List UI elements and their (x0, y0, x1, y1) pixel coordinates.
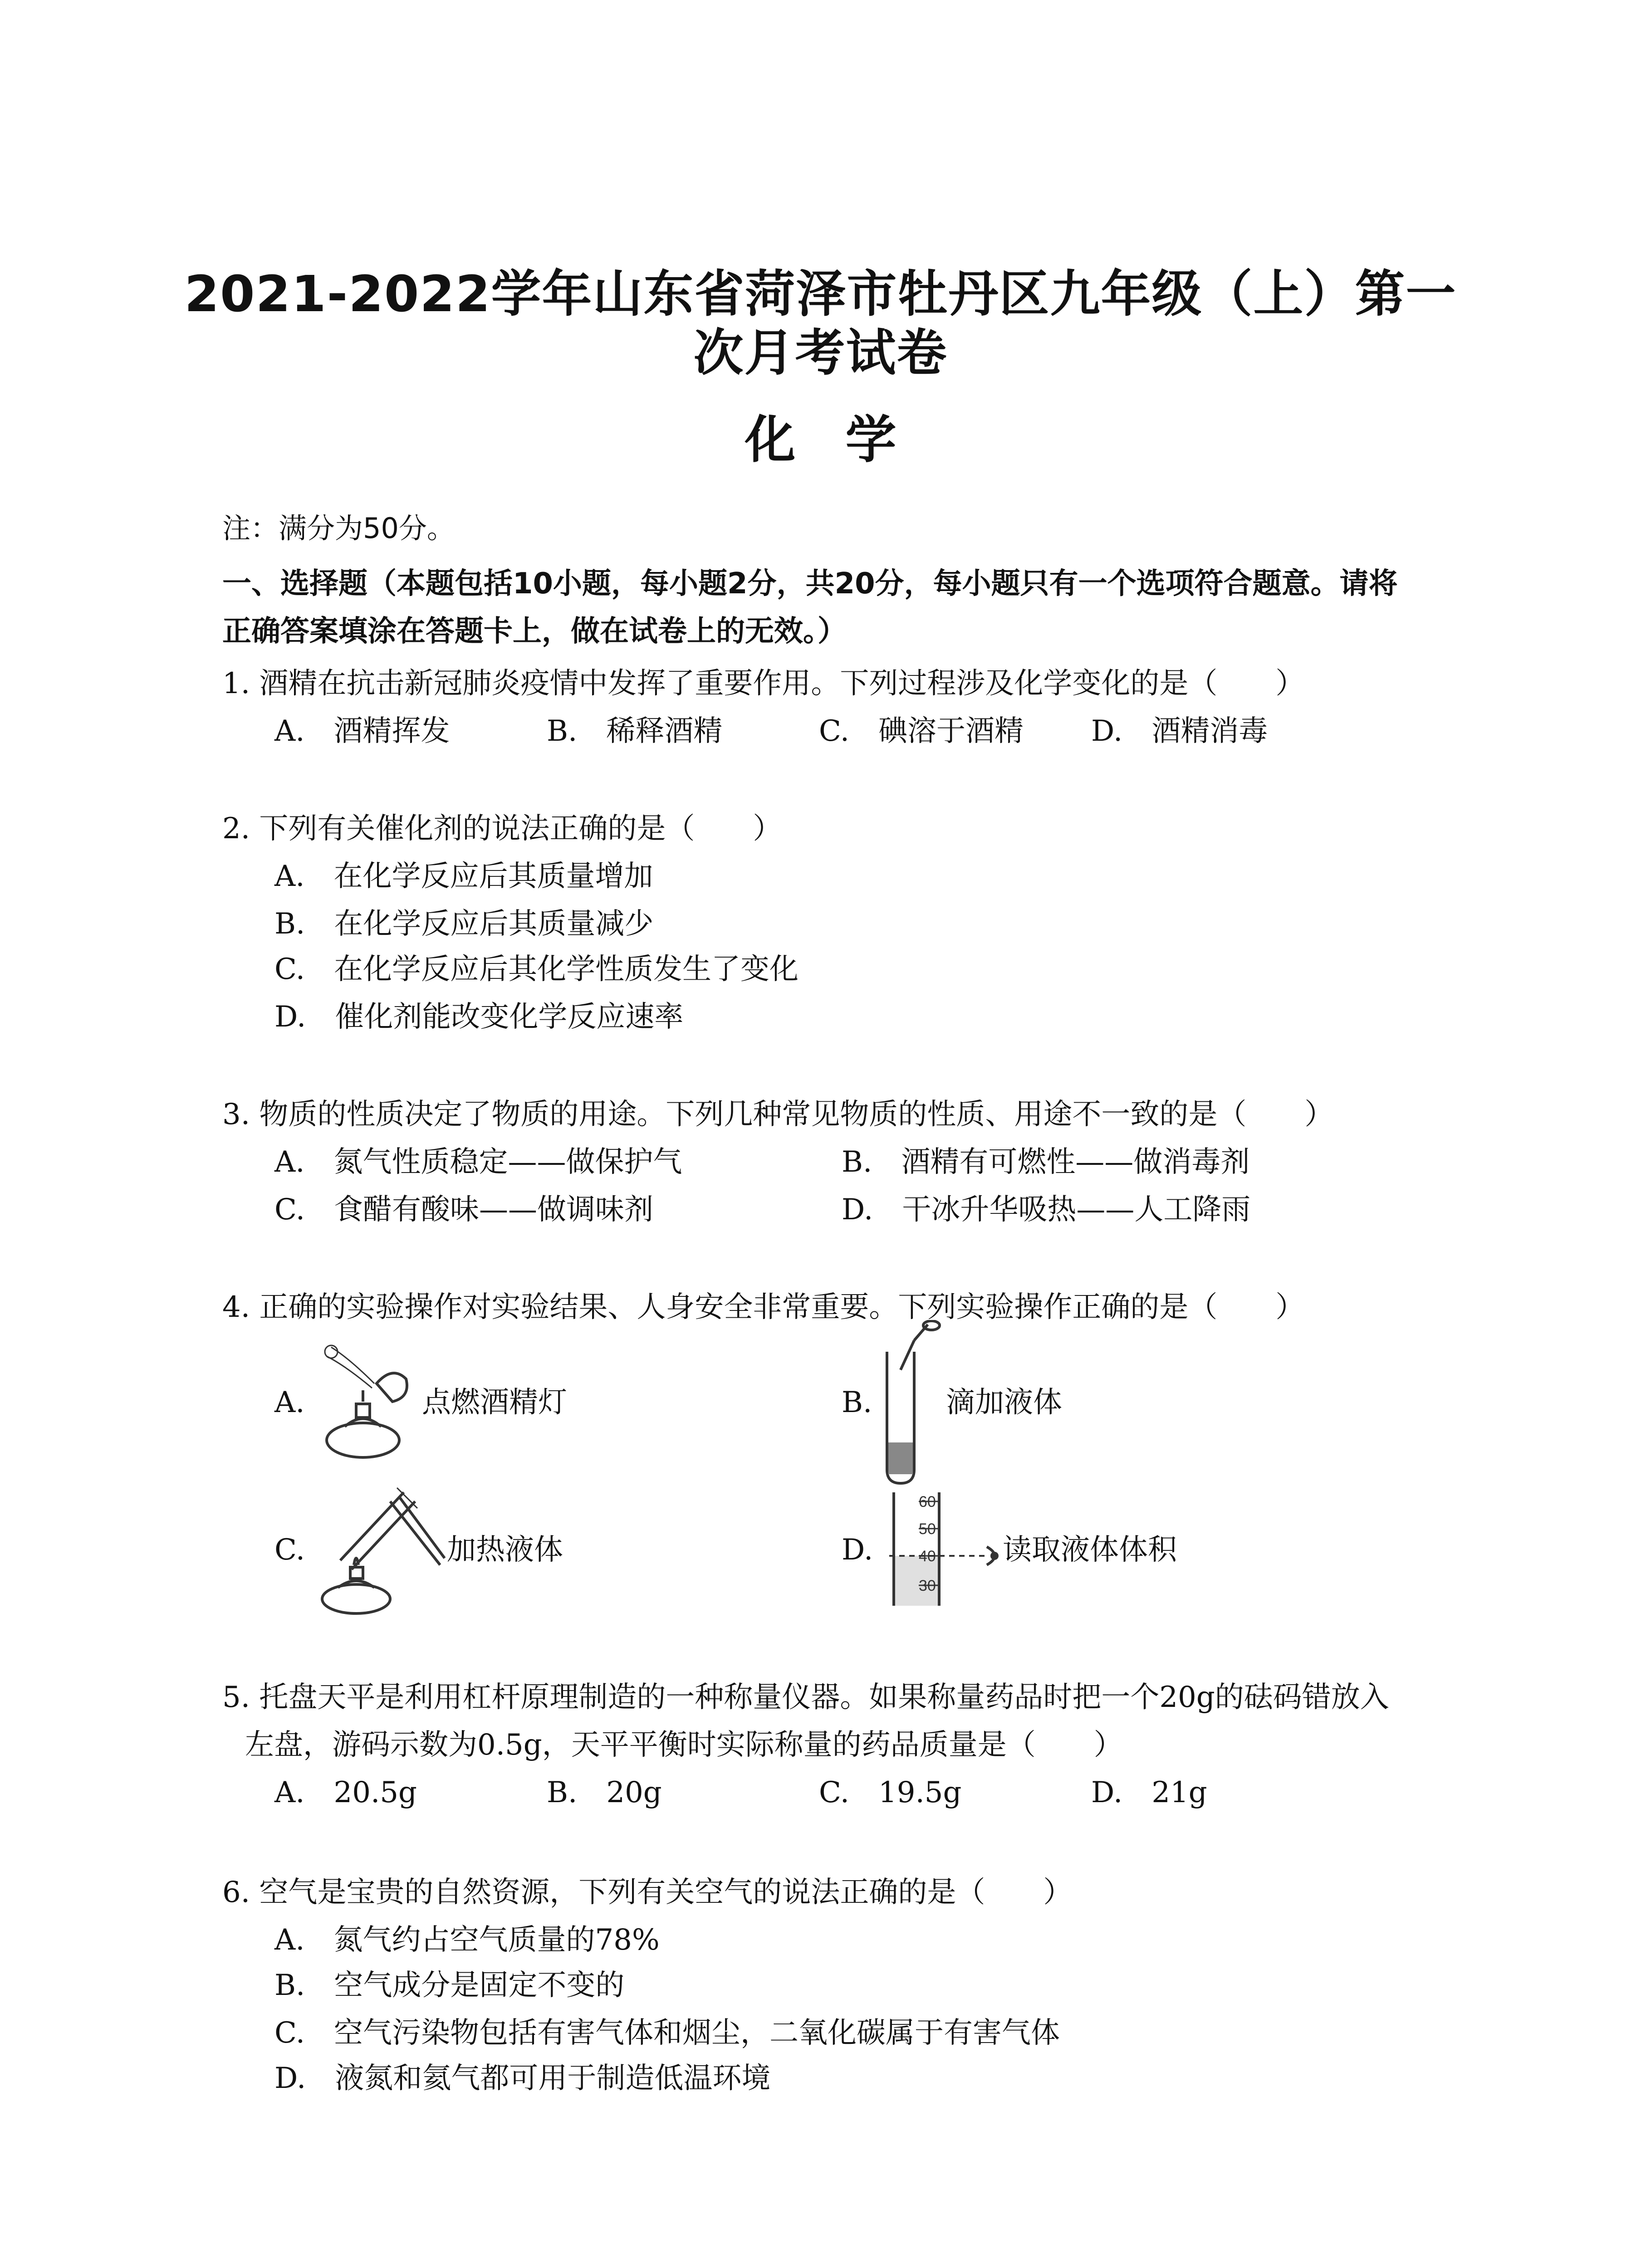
question-4-option-a-label: 点燃酒精灯 (422, 1386, 567, 1419)
question-5-stem-line1: 5. 托盘天平是利用杠杆原理制造的一种称量仪器。如果称量药品时把一个20g的砝码错放入 (222, 1681, 1389, 1714)
question-3-option-a: A. 氮气性质稳定——做保护气 (274, 1145, 682, 1179)
subject-title: 化学 (745, 411, 946, 469)
question-3-stem: 3. 物质的性质决定了物质的用途。下列几种常见物质的性质、用途不一致的是（ ） (222, 1098, 1334, 1131)
question-1-option-d: D. 酒精消毒 (1091, 714, 1268, 748)
question-6-option-d: D. 液氮和氦气都可用于制造低温环境 (274, 2062, 771, 2095)
question-5-option-c: C. 19.5g (819, 1776, 962, 1809)
question-1-option-b: B. 稀释酒精 (547, 714, 723, 748)
question-2-option-d: D. 催化剂能改变化学反应速率 (274, 1000, 684, 1034)
question-3-option-b: B. 酒精有可燃性——做消毒剂 (842, 1145, 1250, 1179)
cylinder-tick-60: 60 (919, 1493, 936, 1510)
graduated-cylinder-reading-figure (876, 1483, 1016, 1615)
cylinder-tick-50: 50 (919, 1520, 936, 1538)
question-6-option-a: A. 氮气约占空气质量的78% (274, 1923, 660, 1957)
score-note: 注：满分为50分。 (222, 512, 455, 545)
question-6-stem: 6. 空气是宝贵的自然资源，下列有关空气的说法正确的是（ ） (222, 1876, 1073, 1909)
alcohol-lamp-lighting-figure (313, 1338, 422, 1465)
question-2-stem: 2. 下列有关催化剂的说法正确的是（ ） (222, 812, 782, 846)
cylinder-tick-40: 40 (919, 1548, 936, 1565)
question-2-option-a: A. 在化学反应后其质量增加 (274, 860, 653, 893)
section1-instruction-line2: 正确答案填涂在答题卡上，做在试卷上的无效。） (222, 615, 847, 648)
question-6-option-c: C. 空气污染物包括有害气体和烟尘，二氧化碳属于有害气体 (274, 2016, 1060, 2050)
heating-test-tube-figure (313, 1474, 449, 1619)
question-1-option-a: A. 酒精挥发 (274, 714, 450, 748)
question-5-stem-line2: 左盘，游码示数为0.5g，天平平衡时实际称量的药品质量是（ ） (245, 1728, 1123, 1762)
paper-title-line1: 2021-2022学年山东省菏泽市牡丹区九年级（上）第一 (184, 265, 1457, 323)
question-4-option-d-letter: D. (842, 1533, 873, 1567)
question-1-stem: 1. 酒精在抗击新冠肺炎疫情中发挥了重要作用。下列过程涉及化学变化的是（ ） (222, 667, 1305, 700)
cylinder-tick-30: 30 (919, 1577, 936, 1594)
question-4-option-c-letter: C. (274, 1533, 305, 1567)
question-4-stem: 4. 正确的实验操作对实验结果、人身安全非常重要。下列实验操作正确的是（ ） (222, 1290, 1305, 1324)
question-1-option-c: C. 碘溶于酒精 (819, 714, 1024, 748)
question-3-option-c: C. 食醋有酸味——做调味剂 (274, 1193, 654, 1227)
question-2-option-b: B. 在化学反应后其质量减少 (274, 907, 654, 941)
question-4-option-b-letter: B. (842, 1386, 872, 1419)
paper-title-line2: 次月考试卷 (693, 324, 948, 382)
question-4-option-d-label: 读取液体体积 (1003, 1533, 1177, 1567)
question-6-option-b: B. 空气成分是固定不变的 (274, 1969, 625, 2002)
section1-instruction-line1: 一、选择题（本题包括10小题，每小题2分，共20分，每小题只有一个选项符合题意。请将 (222, 567, 1398, 601)
question-4-option-a-letter: A. (274, 1386, 305, 1419)
question-5-option-a: A. 20.5g (274, 1776, 417, 1809)
question-4-option-b-label: 滴加液体 (946, 1386, 1062, 1419)
question-2-option-c: C. 在化学反应后其化学性质发生了变化 (274, 953, 799, 986)
question-4-option-c-label: 加热液体 (447, 1533, 563, 1567)
question-3-option-d: D. 干冰升华吸热——人工降雨 (842, 1193, 1251, 1227)
question-5-option-b: B. 20g (547, 1776, 662, 1809)
question-5-option-d: D. 21g (1091, 1776, 1207, 1809)
